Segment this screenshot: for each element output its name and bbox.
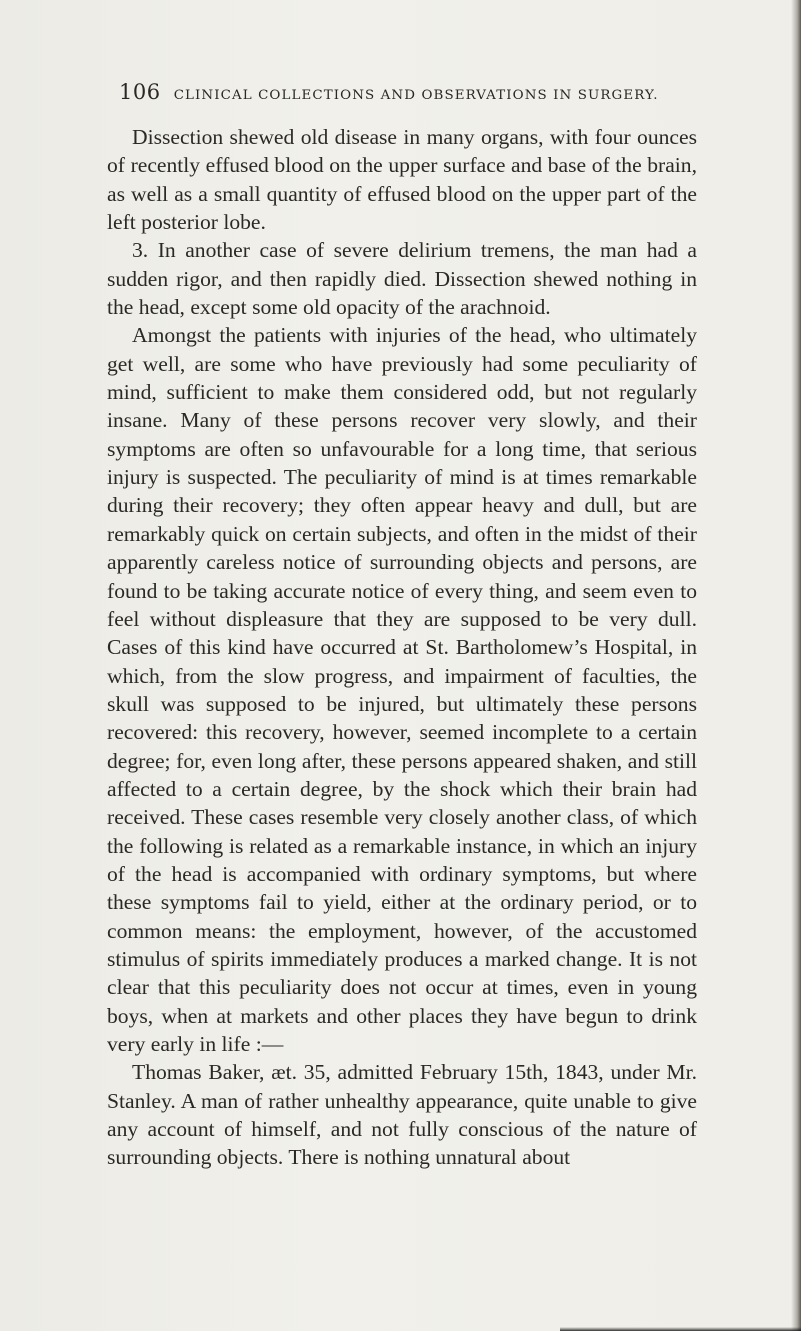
paragraph-peculiarity: Amongst the patients with injuries of the head, who ultimately get well, are some who have previously had some peculiarity of mind, sufficient to make them considered odd, but not regularly insane. Many of these persons recover very slowly, and their symptoms are often so unfavourable for a long time, that serious injury is suspected. The peculiarity of mind is at times remarkable during their recovery; they often appear heavy and dull, but are remarkably quick on certain subjects, and often in the midst of their apparently careless notice of surrounding objects and persons, are found to be taking accurate notice of every thing, and seem even to feel without displeasure that they are supposed to be very dull. Cases of this kind have occurred at St. Bartholomew’s Hospital, in which, from the slow progress, and impairment of faculties, the skull was supposed to be injured, but ultimately these persons recovered: this recovery, however, seemed incomplete to a certain degree; for, even long after, these persons appeared shaken, and still affected to a certain degree, by the shock which their brain had received. These cases resemble very closely another class, of which the following is related as a remarkable instance, in which an injury of the head is accompanied with ordinary symptoms, but where these symptoms fail to yield, either at the ordinary period, or to common means: the employment, however, of the accustomed stimulus of spirits immediately produces a marked change. It is not clear that this peculiarity does not occur at times, even in young boys, when at markets and other places they have begun to drink very early in life :— — [107, 323, 697, 1056]
paragraph-case-3: 3. In another case of severe delirium tremens, the man had a sudden rigor, and then rapidly died. Dissection shewed nothing in the head, except some old opacity of the arachnoid. — [107, 238, 697, 320]
running-header — [119, 80, 689, 104]
page-number: 106 — [119, 80, 161, 104]
paragraph-dissection: Dissection shewed old disease in many organs, with four ounces of recently effused blood on the upper surface and base of the brain, as well as a small quantity of effused blood on the upper part of the left posterior lobe. — [107, 125, 697, 235]
body-text — [107, 123, 697, 1172]
page-edge-shadow — [791, 0, 801, 1331]
running-title: CLINICAL COLLECTIONS AND OBSERVATIONS IN SURGERY. — [173, 88, 659, 103]
page-bottom-edge — [560, 1327, 801, 1331]
paragraph-thomas-baker: Thomas Baker, æt. 35, admitted February 15th, 1843, under Mr. Stanley. A man of rather unhealthy appearance, quite unable to give any account of himself, and not fully conscious of the nature of surrounding objects. There is nothing unnatural about — [107, 1060, 697, 1170]
